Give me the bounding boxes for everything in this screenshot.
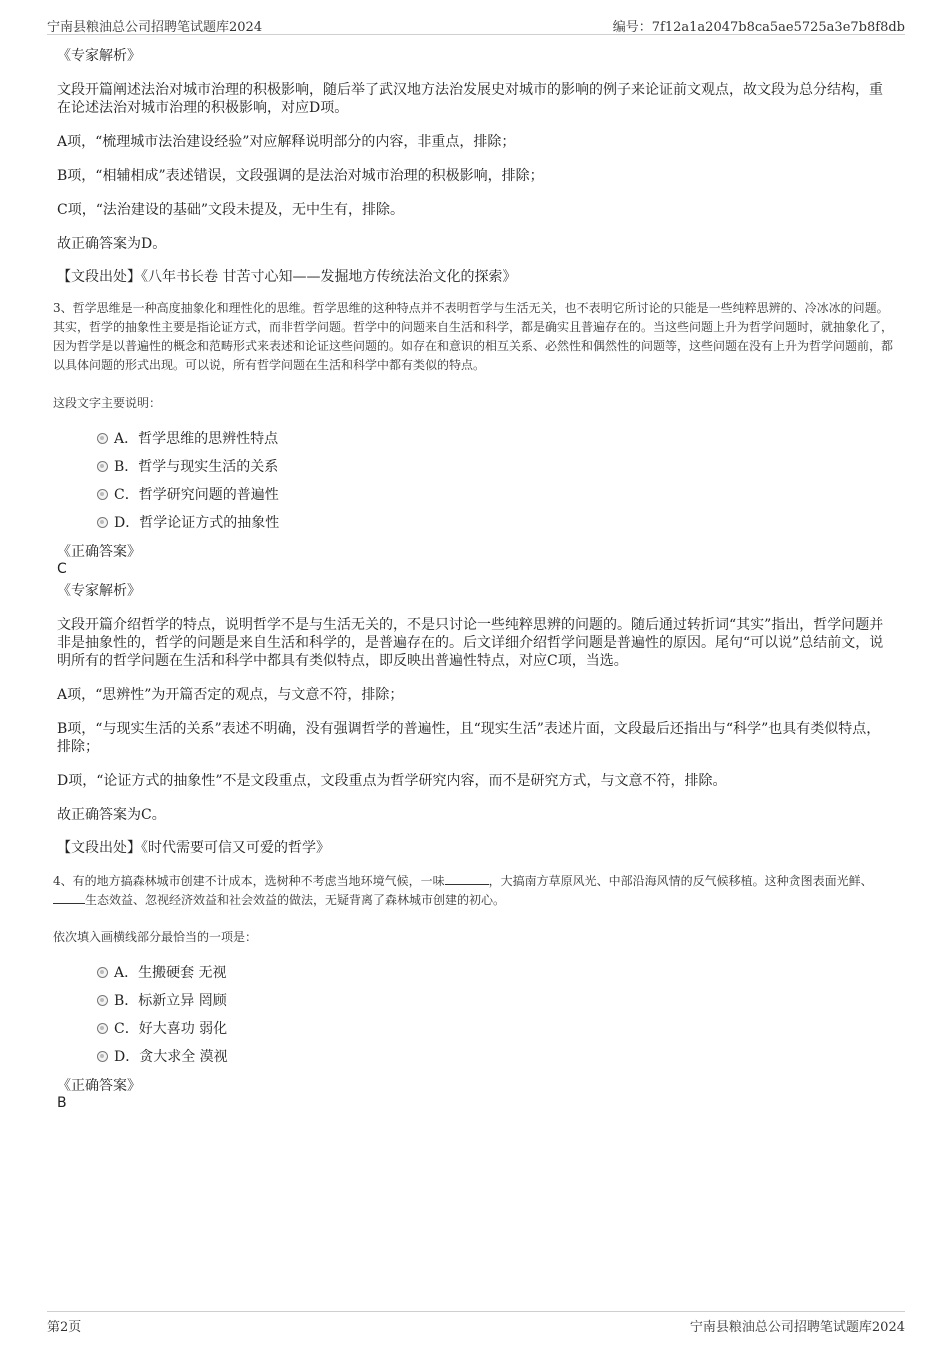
correct-answer: B — [57, 1095, 67, 1111]
q3-option-a[interactable] — [97, 430, 278, 448]
question-3-prompt: 这段文字主要说明： — [53, 396, 162, 410]
source: 【文段出处】《八年书长卷 甘苦寸心知——发掘地方传统法治文化的探索》 — [57, 269, 517, 285]
option-d-analysis: D项，“论证方式的抽象性”不是文段重点，文段重点为哲学研究内容，而不是研究方式，与文意不符，排除。 — [57, 773, 727, 789]
q3-option-c[interactable] — [97, 486, 279, 504]
analysis-text: 文段开篇介绍哲学的特点，说明哲学不是与生活无关的，不是只讨论一些纯粹思辨的问题的。随后通过转折词“其实”指出，哲学问题并非是抽象性的，哲学的问题是来自生活和科学的，是普遍存在的。后文详细介绍哲学问题是普遍性的原因。尾句“可以说”总结前文，说明所有的哲学问题在生活和科学中都具有类似特点，即反映出普遍性特点，对应C项，当选。 — [57, 617, 884, 669]
q4-option-d[interactable] — [97, 1048, 228, 1066]
q4-option-c[interactable] — [97, 1020, 227, 1038]
radio-icon[interactable] — [97, 433, 108, 444]
correct-answer: C — [57, 561, 67, 577]
option-label: B．哲学与现实生活的关系 — [114, 459, 279, 475]
option-label: D．哲学论证方式的抽象性 — [114, 515, 280, 531]
page-footer — [47, 1311, 905, 1334]
option-a-analysis: A项，“思辨性”为开篇否定的观点，与文意不符，排除； — [57, 687, 404, 703]
option-b-analysis: B项，“与现实生活的关系”表述不明确，没有强调哲学的普遍性，且“现实生活”表述片面，文段最后还指出与“科学”也具有类似特点，排除； — [57, 721, 881, 755]
blank-2 — [53, 891, 85, 904]
expert-analysis-heading: 《专家解析》 — [57, 48, 141, 64]
expert-analysis-heading: 《专家解析》 — [57, 583, 141, 599]
radio-icon[interactable] — [97, 1051, 108, 1062]
blank-1 — [445, 872, 489, 885]
option-label: D．贪大求全 漠视 — [114, 1049, 228, 1065]
page-number: 第2页 — [47, 1320, 82, 1335]
option-label: C．好大喜功 弱化 — [114, 1021, 228, 1037]
radio-icon[interactable] — [97, 995, 108, 1006]
option-a-analysis: A项，“梳理城市法治建设经验”对应解释说明部分的内容，非重点，排除； — [57, 134, 516, 150]
radio-icon[interactable] — [97, 517, 108, 528]
stem-part: ，大搞南方草原风光、中部沿海风情的反气候移植。这种贪图表面光鲜、 — [488, 874, 873, 888]
analysis-text: 文段开篇阐述法治对城市治理的积极影响，随后举了武汉地方法治发展史对城市的影响的例子来论证前文观点，故文段为总分结构，重在论述法治对城市治理的积极影响，对应D项。 — [57, 82, 883, 116]
q3-option-d[interactable] — [97, 514, 279, 532]
conclusion: 故正确答案为C。 — [57, 807, 166, 823]
source: 【文段出处】《时代需要可信又可爱的哲学》 — [57, 840, 330, 856]
question-3-stem: 3、哲学思维是一种高度抽象化和理性化的思维。哲学思维的这种特点并不表明哲学与生活无关，也不表明它所讨论的只能是一些纯粹思辨的、冷冰冰的问题。其实，哲学的抽象性主要是指论证方式，而非哲学问题。哲学中的问题来自生活和科学，都是确实且普遍存在的。当这些问题上升为哲学问题时，就抽象化了，因为哲学是以普遍性的概念和范畴形式来表述和论证这些问题的。如存在和意识的相互关系、必然性和偶然性的问题等，这些问题在没有上升为哲学问题前，都以具体问题的形式出现。可以说，所有哲学问题在生活和科学中都有类似的特点。 — [53, 301, 894, 372]
question-4-prompt: 依次填入画横线部分最恰当的一项是： — [53, 930, 258, 944]
option-label: C．哲学研究问题的普遍性 — [114, 487, 279, 503]
question-4-stem — [53, 872, 895, 910]
q4-option-b[interactable] — [97, 992, 227, 1010]
page-header — [47, 14, 905, 35]
q3-option-b[interactable] — [97, 458, 278, 476]
radio-icon[interactable] — [97, 1023, 108, 1034]
correct-answer-heading: 《正确答案》 — [57, 1078, 141, 1094]
conclusion: 故正确答案为D。 — [57, 236, 167, 252]
radio-icon[interactable] — [97, 461, 108, 472]
footer-title: 宁南县粮油总公司招聘笔试题库2024 — [689, 1320, 905, 1335]
option-c-analysis: C项，“法治建设的基础”文段未提及，无中生有，排除。 — [57, 202, 405, 218]
stem-part: 生态效益、忽视经济效益和社会效益的做法，无疑背离了森林城市创建的初心。 — [85, 893, 506, 907]
option-label: A．生搬硬套 无视 — [114, 965, 227, 981]
radio-icon[interactable] — [97, 967, 108, 978]
option-label: B．标新立异 罔顾 — [114, 993, 227, 1009]
header-serial: 编号：7f12a1a2047b8ca5ae5725a3e7b8f8db — [612, 20, 905, 35]
correct-answer-heading: 《正确答案》 — [57, 544, 141, 560]
stem-part: 4、有的地方搞森林城市创建不计成本，选树种不考虑当地环境气候，一味 — [53, 874, 445, 888]
option-label: A．哲学思维的思辨性特点 — [114, 431, 279, 447]
header-title: 宁南县粮油总公司招聘笔试题库2024 — [47, 20, 263, 35]
option-b-analysis: B项，“相辅相成”表述错误，文段强调的是法治对城市治理的积极影响，排除； — [57, 168, 544, 184]
radio-icon[interactable] — [97, 489, 108, 500]
q4-option-a[interactable] — [97, 964, 227, 982]
